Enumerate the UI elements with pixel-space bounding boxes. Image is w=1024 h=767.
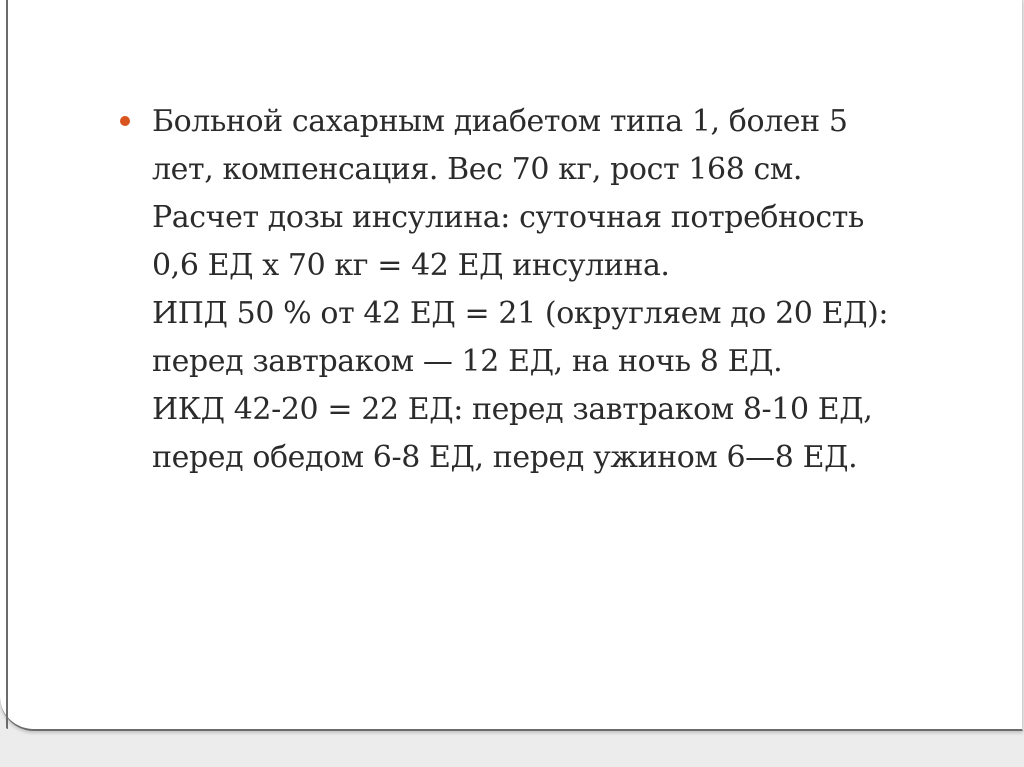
bullet-line: ИПД 50 % от 42 ЕД = 21 (округляем до 20 ЕД): <box>152 296 889 331</box>
bullet-line: Больной сахарным диабетом типа 1, болен 5 <box>152 104 848 139</box>
bullet-line: перед обедом 6-8 ЕД, перед ужином 6—8 ЕД. <box>152 440 858 475</box>
bullet-line: лет, компенсация. Вес 70 кг, рост 168 см. <box>152 152 803 187</box>
bullet-line: перед завтраком — 12 ЕД, на ночь 8 ЕД. <box>152 344 783 379</box>
bullet-line: Расчет дозы инсулина: суточная потребность <box>152 200 864 235</box>
bullet-line: ИКД 42-20 = 22 ЕД: перед завтраком 8-10 ЕД, <box>152 392 873 427</box>
bullet-line: 0,6 ЕД х 70 кг = 42 ЕД инсулина. <box>152 248 670 283</box>
bullet-dot-icon <box>120 116 130 126</box>
slide-content <box>118 98 998 482</box>
bullet-item <box>118 98 998 482</box>
